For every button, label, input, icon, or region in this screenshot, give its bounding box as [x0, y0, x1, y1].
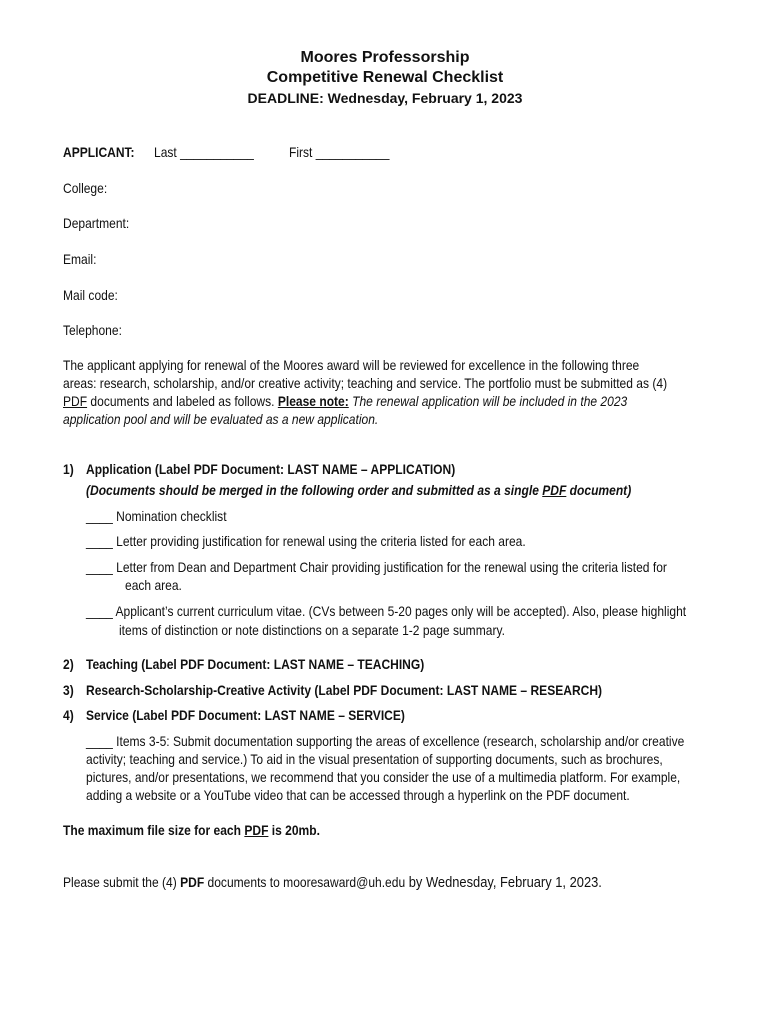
item-1-subtitle: (Documents should be merged in the following order and submitted as a single PDF document) — [86, 482, 632, 498]
college-label: College: — [63, 180, 108, 196]
item-4-body-line-2: activity; teaching and service.) To aid in the visual presentation of supporting documents, such as brochures, — [86, 751, 663, 767]
checklist-cv-cont: items of distinction or note distinctions on a separate 1-2 page summary. — [119, 622, 505, 638]
first-name-field: First ___________ — [289, 144, 390, 160]
item-4-body-line-1: ____ Items 3-5: Submit documentation supporting the areas of excellence (research, scholarship and/or creative — [86, 733, 685, 749]
checklist-cv: ____ Applicant’s current curriculum vitae. (CVs between 5-20 pages only will be accepted). Also, please highlight — [86, 603, 687, 619]
checklist-justification-letter: ____ Letter providing justification for renewal using the criteria listed for each area. — [86, 533, 526, 549]
intro-line-3: PDF documents and labeled as follows. Please note: The renewal application will be included in the 2023 — [63, 393, 628, 409]
item-2-title: Teaching (Label PDF Document: LAST NAME – TEACHING) — [86, 656, 425, 672]
last-name-field: Last ___________ — [154, 144, 254, 160]
intro-line-1: The applicant applying for renewal of the Moores award will be reviewed for excellence in the following three — [63, 357, 640, 373]
checklist-nomination: ____ Nomination checklist — [86, 508, 227, 524]
item-4-number: 4) — [63, 707, 74, 723]
document-title: Moores Professorship — [300, 49, 470, 66]
department-label: Department: — [63, 215, 130, 231]
pdf-term: PDF — [63, 393, 88, 409]
telephone-label: Telephone: — [63, 322, 122, 338]
item-3-number: 3) — [63, 682, 74, 698]
checklist-dean-letter: ____ Letter from Dean and Department Chair providing justification for the renewal using the criteria listed for — [86, 559, 667, 575]
applicant-label: APPLICANT: — [63, 144, 135, 160]
item-1-number: 1) — [63, 461, 74, 477]
please-note: Please note: — [277, 393, 349, 409]
item-3-title: Research-Scholarship-Creative Activity (Label PDF Document: LAST NAME – RESEARCH) — [86, 682, 603, 698]
item-4-title: Service (Label PDF Document: LAST NAME – SERVICE) — [86, 707, 405, 723]
deadline: DEADLINE: Wednesday, February 1, 2023 — [247, 90, 523, 106]
submit-date: by Wednesday, February 1, 2023. — [405, 874, 602, 891]
email-label: Email: — [63, 251, 97, 267]
document-subtitle: Competitive Renewal Checklist — [266, 69, 504, 86]
submit-instructions: Please submit the (4) PDF documents to mooresaward@uh.edu by Wednesday, February 1, 2023. — [63, 874, 602, 891]
item-4-body-line-3: pictures, and/or presentations, we recommend that you consider the use of a multimedia platform. For example, — [86, 769, 681, 785]
max-file-size: The maximum file size for each PDF is 20mb. — [63, 822, 320, 838]
item-4-body-line-4: adding a website or a YouTube video that can be accessed through a hyperlink on the PDF document. — [86, 787, 630, 803]
intro-line-2: areas: research, scholarship, and/or creative activity; teaching and service. The portfolio must be submitted as (4) — [63, 375, 668, 391]
mail-code-label: Mail code: — [63, 287, 118, 303]
intro-line-4: application pool and will be evaluated as a new application. — [63, 411, 379, 427]
item-2-number: 2) — [63, 656, 74, 672]
checklist-dean-letter-cont: each area. — [125, 577, 182, 593]
item-1-title: Application (Label PDF Document: LAST NAME – APPLICATION) — [86, 461, 456, 477]
